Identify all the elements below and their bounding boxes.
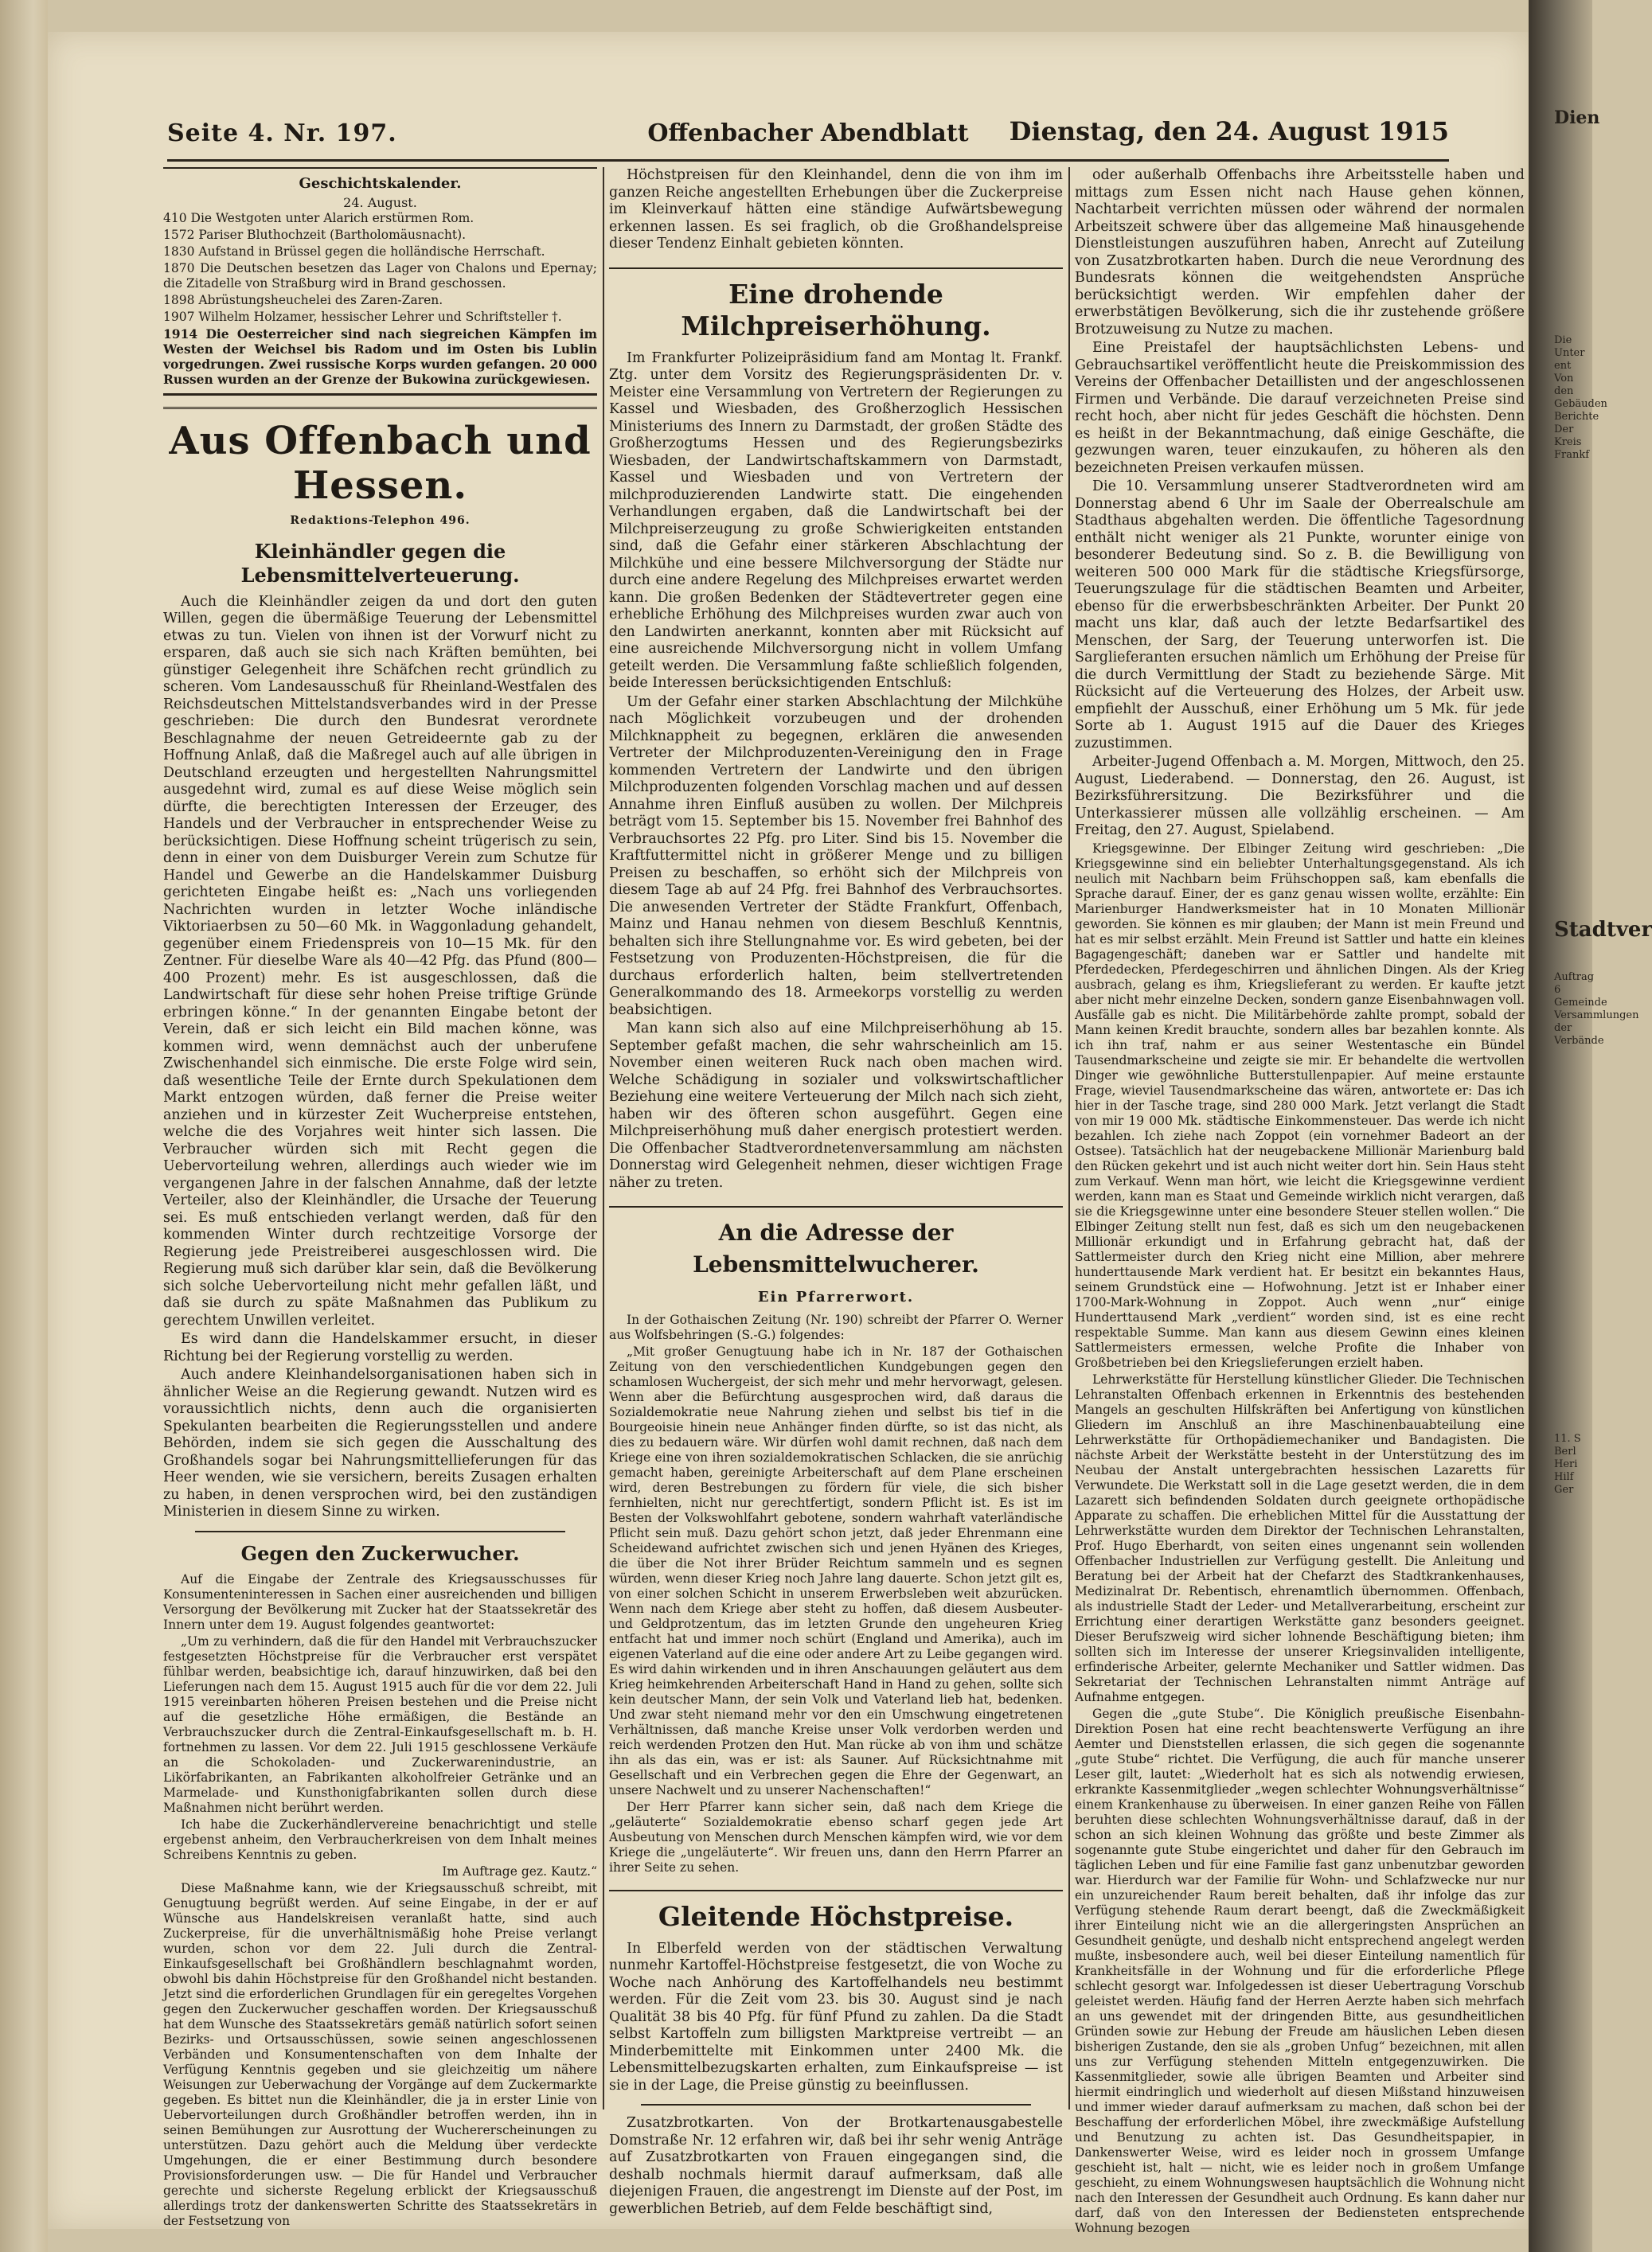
article-body [163, 1572, 597, 2229]
article-paragraph: Es wird dann die Handelskammer ersucht, in dieser Richtung bei der Regierung vorstellig zu werden. [163, 1331, 597, 1364]
signature-line: Im Auftrage gez. Kautz.“ [442, 1864, 597, 1879]
article-paragraph: Lehrwerkstätte für Herstellung künstlicher Glieder. Die Technischen Lehranstalten Offenbach erkennen in Erkenntnis des bestehenden Mangels an geschulten Hilfskräften bei Anfertigung von künstlichen Gliedern im Anschluß an ihre Maschinenbauabteilung eine Lehrwerkstätte für Orthopädiemechaniker und Bandagisten. Die nächste Arbeit der Werkstätte besteht in der Unterstützung des im Neubau der Anstalt untergebrachten hessischen Lazaretts für Verwundete. Die Werkstatt soll in die Lage gesetzt werden, die in dem Lazarett sich befindenden Soldaten durch geeignete orthopädische Apparate zu schaffen. Die erheblichen Mittel für die Ausstattung der Lehrwerkstätte wurden dem Direktor der Technischen Lehranstalten, Prof. Hugo Eberhardt, von seiten eines ungenannt sein wollenden Offenbacher Industriellen zur Verfügung gestellt. Die Anleitung und Beratung bei der Arbeit hat der Chefarzt des Stadtkrankenhauses, Medizinalrat Dr. Rebentisch, ehrenamtlich übernommen. Offenbach, als industrielle Stadt der Leder- und Metallverarbeitung, erscheint zur Errichtung einer derartigen Werkstätte ganz besonders geeignet. Dieser Berufszweig wird sicher lohnende Beschäftigung bieten; ihm sollten sich im Interesse der unserer Kriegsinvaliden intelligente, erfinderische Arbeiter, gelernte Mechaniker und Sattler widmen. Das Sekretariat der Technischen Lehranstalten nimmt Anträge auf Aufnahme entgegen. [1075, 1372, 1525, 1704]
article-paragraph: Auch die Kleinhändler zeigen da und dort den guten Willen, gegen die übermäßige Teuerung der Lebensmittel etwas zu tun. Vielen von ihnen ist der Vorwurf nicht zu ersparen, daß auch sie sich nach Kräften bemühten, bei günstiger Gelegenheit ihre Schäfchen recht gründlich zu scheren. Vom Landesausschuß für Rheinland-Westfalen des Reichsdeutschen Mittelstandsverbandes wird in der Presse geschrieben: Die durch den Bundesrat verordnete Beschlagnahme der neuen Getreideernte gab zu der Hoffnung Anlaß, daß die Maßregel auch auf alle übrigen in Deutschland erzeugten und hergestellten Nahrungsmittel ausgedehnt wird, zumal es auf diese Weise möglich sein dürfte, die berechtigten Interessen der Erzeuger, des Handels und der Verbraucher in entsprechender Weise zu berücksichtigen. Diese Hoffnung scheint trügerisch zu sein, denn in einer von dem Duisburger Verein zum Schutze für Handel und Gewerbe an die Handelskammer Duisburg gerichteten Eingabe heißt es: „Nach uns vorliegenden Nachrichten wurden in letzter Woche inländische Viktoriaerbsen zu 50—60 Mk. in Waggonladung gehandelt, gegenüber einem Friedenspreis von 10—15 Mk. für den Zentner. Für dieselbe Ware als 40—42 Pfg. das Pfund (800—400 Prozent) mehr. Es ist ausgeschlossen, daß die Landwirtschaft für diese sehr hohen Preise triftige Gründe erbringen könne.“ In der genannten Eingabe betont der Verein, daß er sich leicht ein Bild machen könne, was kommen wird, wenn demnächst auch der unberufene Zwischenhandel sich einmische. Die erste Folge wird sein, daß wesentliche Teile der Ernte durch Spekulationen dem Markt entzogen würden, daß ferner die Preise weiter anziehen und in kürzester Zeit Wucherpreise entstehen, welche die des Vorjahres weit hinter sich lassen. Die Verbraucher würden sich mit Recht gegen die Uebervorteilung wehren, allerdings auch wieder wie im vergangenen Jahre in der falschen Annahme, daß der letzte Verteiler, also der Kleinhändler, die Ursache der Teuerung sei. Es muß entschieden verlangt werden, daß für den kommenden Winter durch rechtzeitige Vorsorge der Regierung jede Preistreiberei ausgeschlossen wird. Die Regierung muß sich darüber klar sein, daß die Bevölkerung sich solche Uebervorteilung nicht mehr gefallen läßt, und daß sie durch zu späte Maßnahmen das Publikum zu gerechtem Unwillen verleitet. [163, 593, 597, 1329]
article-paragraph: Auch andere Kleinhandelsorganisationen haben sich in ähnlicher Weise an die Regierung gewandt. Nutzen wird es voraussichtlich nichts, denn auch die organisierten Spekulanten bearbeiten die Regierungsstellen und andere Behörden, indem sie sich gegen die Ausschaltung des Großhandels sogar bei Nahrungsmittellieferungen für das Heer wenden, wie sie versichern, bereits Zusagen erhalten zu haben, in denen versprochen wird, bei den zuständigen Ministerien in diesem Sinne zu wirken. [163, 1367, 597, 1520]
edge-text: 11. S Berl Heri Hilf Ger [1554, 1433, 1581, 1496]
edge-text: Die Unter ent Von den Gebäuden Berichte Der Kreis Frankf [1554, 334, 1607, 461]
article-heading: An die Adresse der Lebensmittelwucherer. [609, 1206, 1063, 1281]
article-paragraph: Auf die Eingabe der Zentrale des Kriegsausschusses für Konsumenteninteressen in Sachen einer ausreichenden und billigen Versorgung der Bevölkerung mit Zucker hat der Staatssekretär des Innern unter dem 19. August folgendes geantwortet: [163, 1571, 597, 1632]
calendar-item: 410 Die Westgoten unter Alarich erstürmen Rom. [163, 211, 475, 225]
article-paragraph: Höchstpreisen für den Kleinhandel, denn die von ihm im ganzen Reiche angestellten Erhebungen über die Zuckerpreise im Kleinverkauf hätten eine ständige Aufwärtsbewegung erkennen lassen. Es sei fraglich, ob die Großhandelspreise dieser Tendenz Einhalt gebieten könnten. [609, 167, 1063, 252]
calendar-item: 1907 Wilhelm Holzamer, hessischer Lehrer und Schriftsteller †. [163, 310, 562, 324]
article-paragraph: In Elberfeld werden von der städtischen Verwaltung nunmehr Kartoffel-Höchstpreise festgesetzt, die von Woche zu Woche nach Anhörung des Kartoffelhandels neu bestimmt werden. Für die Zeit vom 23. bis 30. August sind je nach Qualität 38 bis 40 Pfg. für fünf Pfund zu zahlen. Da die Stadt selbst Kartoffeln zum billigsten Marktpreise vertreibt — an Minderbemittelte mit Einkommen unter 2400 Mk. die Lebensmittelbezugskarten erhalten, zum Einkaufspreise — ist sie in der Lage, die Preise günstig zu beeinflussen. [609, 1940, 1063, 2094]
column-1 [163, 167, 597, 2228]
column-rule [603, 167, 604, 2110]
calendar-item: 1898 Abrüstungsheuchelei des Zaren-Zaren. [163, 293, 443, 307]
article-paragraph: Der Herr Pfarrer kann sicher sein, daß nach dem Kriege die „geläuterte“ Sozialdemokratie ebenso scharf gegen jede Art Ausbeutung von Menschen durch Menschen kämpfen wird, wie vor dem Kriege die „ungeläuterte“. Wir freuen uns, dann den Herrn Pfarrer an ihrer Seite zu sehen. [609, 1799, 1063, 1875]
calendar-item: 1572 Pariser Bluthochzeit (Bartholomäusnacht). [163, 228, 467, 242]
article-body [609, 1313, 1063, 1875]
article-paragraph: Ich habe die Zuckerhändlervereine benachrichtigt und stelle ergebenst anheim, den Verbraucherkreisen von dem Inhalt meines Schreibens Kenntnis zu geben. [163, 1817, 597, 1862]
calendar-date: 24. August. [343, 194, 417, 210]
calendar-item: 1830 Aufstand in Brüssel gegen die holländische Herrschaft. [163, 244, 545, 259]
column-3 [1075, 167, 1525, 2235]
column-rule [1068, 167, 1070, 2110]
article-paragraph: Diese Maßnahme kann, wie der Kriegsausschuß schreibt, mit Genugtuung begrüßt werden. Auf seine Eingabe, in der er auf Wünsche aus Handelskreisen veranlaßt hatte, sind auch Zuckerpreise, für die unverhältnismäßig hohe Preise verlangt wurden, schon vor dem 22. Juli durch die Zentral-Einkaufsgesellschaft bei Großhändlern beschlagnahmt worden, obwohl bis dahin Höchstpreise für den Großhandel nicht bestanden. Jetzt sind die erforderlichen Grundlagen für ein geregeltes Vorgehen gegen den Zuckerwucher geschaffen worden. Der Kriegsausschuß hat dem Wunsche des Staatssekretärs gemäß natürlich sofort seinen Bezirks- und Ortsausschüssen, sowie seinen angeschlossenen Verbänden und Konsumentenschaften von dem Inhalte der Verfügung Kenntnis gegeben und sie gleichzeitig um nähere Weisungen zur Ueberwachung der Vorgänge auf dem Zuckermarkte gegeben. Es bittet nun die Kleinhändler, die ja in erster Linie von Uebervorteilungen durch Großhändler betroffen werden, ihn in seinen Bemühungen zur Ausrottung der Wuchererscheinungen zu unterstützen. Dazu gehört auch die Meldung über verdeckte Umgehungen, die er einer Bestimmung durch besondere Provisionsforderungen usw. — Die für Handel und Verbraucher gerechte und sicherste Regelung erblickt der Kriegsausschuß allerdings trotz der dankenswerten Schritte des Staatssekretärs in der Festsetzung von [163, 1880, 597, 2228]
calendar-item: 1870 Die Deutschen besetzen das Lager von Chalons und Epernay; die Zitadelle von Straßburg wird in Brand geschossen. [163, 261, 597, 291]
separator [195, 1531, 565, 1532]
article-paragraph: „Um zu verhindern, daß die für den Handel mit Verbrauchszucker festgesetzten Höchstpreise für die Verbraucher erst verspätet fühlbar werden, beabsichtige ich, darauf hinzuwirken, daß bei den Lieferungen nach dem 15. August 1915 auch für die vor dem 22. Juli 1915 vereinbarten höheren Preisen bestehen und die Preise nicht auf die gesetzliche Höhe ermäßigen, die Bestände an Verbrauchszucker durch die Zentral-Einkaufsgesellschaft m. b. H. fortnehmen zu lassen. Vor dem 22. Juli 1915 geschlossene Verkäufe an die Schokoladen- und Zuckerwarenindustrie, an Likörfabrikanten, an Fabrikanten alkoholfreier Getränke und an Marmelade- und Kunsthonigfabrikanten sollen durch diese Maßnahmen nicht berührt werden. [163, 1633, 597, 1815]
column-2 [609, 167, 1063, 2217]
article-paragraph: Zusatzbrotkarten. Von der Brotkartenausgabestelle Domstraße Nr. 12 erfahren wir, daß bei ihr sehr wenig Anträge auf Zusatzbrotkarten von Frauen eingegangen sind, die deshalb nochmals hiermit darauf aufmerksam, daß alle diejenigen Frauen, die angestrengt im Dienste auf der Post, im gewerblichen Betrieb, auf dem Felde beschäftigt sind, [609, 2115, 1063, 2217]
page-header [167, 111, 1449, 162]
masthead: Offenbacher Abendblatt [647, 119, 969, 147]
calendar-item: 1914 Die Oesterreicher sind nach siegreichen Kämpfen im Westen der Weichsel bis Radom und im Osten bis Lublin vorgedrungen. Zwei russische Korps wurden gefangen. 20 000 Russen wurden an der Grenze der Bukowina zurückgewiesen. [163, 326, 597, 387]
section-telephone: Redaktions-Telephon 496. [290, 514, 471, 527]
section-title: Aus Offenbach und Hessen. [163, 407, 597, 508]
edge-text: Auftrag 6 Gemeinde Versammlungen der Verbände [1554, 971, 1639, 1047]
edge-text: Stadtver [1554, 918, 1652, 942]
article-body [1075, 841, 1525, 2236]
article-paragraph: In der Gothaischen Zeitung (Nr. 190) schreibt der Pfarrer O. Werner aus Wolfsbehringen (S.-G.) folgendes: [609, 1312, 1063, 1342]
article-paragraph: oder außerhalb Offenbachs ihre Arbeitsstelle haben und mittags zum Essen nicht nach Hause gehen können, Nachtarbeit verrichten müssen oder während der normalen Arbeitszeit schwere über das allgemeine Maß hinausgehende Dienstleistungen auszuführen haben, Anrecht auf Zuteilung von Zusatzbrotkarten haben. Durch die neue Verordnung des Bundesrats können die weitgehendsten Ansprüche berücksichtigt werden. Wir empfehlen daher der erwerbstätigen Bevölkerung, sich die ihr zustehende größere Brotzuweisung zu Nutze zu machen. [1075, 167, 1525, 338]
article-heading: Eine drohende Milchpreiserhöhung. [609, 267, 1063, 342]
article-heading: Kleinhändler gegen die Lebensmittelverteuerung. [240, 539, 520, 587]
binding-spine [0, 0, 48, 2252]
issue-date: Dienstag, den 24. August 1915 [1009, 116, 1449, 146]
article-paragraph: Arbeiter-Jugend Offenbach a. M. Morgen, Mittwoch, den 25. August, Liederabend. — Donnerstag, den 26. August, ist Bezirksführersitzung. Die Bezirksführer und die Unterkassierer müssen alle vollzählig erscheinen. — Am Freitag, den 27. August, Spielabend. [1075, 754, 1525, 838]
article-paragraph: Um der Gefahr einer starken Abschlachtung der Milchkühe nach Möglichkeit vorzubeugen und der drohenden Milchknappheit zu begegnen, erklären die anwesenden Vertreter der Milchproduzenten-Vereinigung den in Frage kommenden Vertretern der Landwirte und den übrigen Milchproduzenten folgenden Vorschlag machen und auf dessen Annahme ihren Einfluß ausüben zu wollen. Der Milchpreis beträgt vom 15. September bis 15. November frei Bahnhof des Verbrauchsortes 22 Pfg. pro Liter. Sind bis 15. November die Kraftfuttermittel nicht in größerer Menge und zu billigen Preisen zu beschaffen, so erhöht sich der Milchpreis von diesem Tage ab auf 24 Pfg. frei Bahnhof des Verbrauchsortes. Die anwesenden Vertreter der Städte Frankfurt, Offenbach, Mainz und Hanau nehmen von diesem Beschluß Kenntnis, behalten sich ihre Stellungnahme vor. Es wird gebeten, bei der Festsetzung von Produzenten-Höchstpreisen, die für die durchaus erforderlich halten, beim stellvertretenden Generalkommando des 18. Armeekorps vorstellig zu werden beabsichtigen. [609, 693, 1063, 1018]
article-paragraph: „Mit großer Genugtuung habe ich in Nr. 187 der Gothaischen Zeitung von den verschiedentlichen Kundgebungen gegen den schamlosen Wuchergeist, der sich mehr und mehr hervorwagt, gelesen. Wenn aber die Befürchtung ausgesprochen wird, daß daraus die Sozialdemokratie neue Nahrung ziehen und selbst bis tief in die Bourgeoisie hinein neue Anhänger finden dürfte, so ist das nicht, als dies zu bedauern wäre. Wir dürfen wohl damit rechnen, daß nach dem Kriege eine von ihren sozialdemokratischen Schlacken, die sie anrüchig gemacht haben, gereinigte Arbeiterschaft auf dem Plane erscheinen wird, deren Bestrebungen zu fördern für viele, die sich bisher fernhielten, nicht nur gerechtfertigt, sondern Pflicht ist. Es ist im Besten der Volkswohlfahrt gebotene, sondern wahrhaft vaterländische Pflicht sein muß. Dazu gehört schon jetzt, daß jeder Ehrenmann eine Scheidewand aufrichtet zwischen sich und jenen Hyänen des Krieges, die über die Not ihrer Brüder Reichtum sammeln und es segnen würden, wenn dieser Krieg noch Jahre lang dauerte. Schon jetzt gilt es, von einer solchen Schicht in unserem Erwerbsleben weit abzurücken. Wenn nach dem Kriege aber steht zu hoffen, daß diesem Ausbeuter- und Geldprotzentum, das im letzten Grunde den ungeheuren Krieg entfacht hat und immer noch schürt (England und Amerika), auch im eigenen Vaterland auf die eine oder andere Art zu Leibe gegangen wird. Es wird dahin wirkenden und in ihren Anschauungen geläutert aus dem Krieg heimkehrenden Arbeiterschaft Hand in Hand zu gehen, sollte sich kein deutscher Mann, der sein Volk und Vaterland lieb hat, bedenken. Und zwar steht niemand mehr vor den ein Umschwung eingetretenen Verhältnissen, daß manche Kreise unser Volk verdorben werden und reich werdenden Protzen den Hut. Man rücke ab von ihm und schätze ihn als das ein, was er ist: als Sauner. Auf Rücksichtnahme mit Gesellschaft und ein Verbrechen gegen die Ehre der Gegenwart, an unsere Nachwelt und zu unserer Nachenschaften!“ [609, 1344, 1063, 1797]
history-calendar [163, 167, 597, 396]
article-heading: Gleitende Höchstpreise. [609, 1890, 1063, 1933]
article-subheading: Ein Pfarrerwort. [757, 1289, 915, 1306]
calendar-title: Geschichtskalender. [299, 175, 462, 192]
adjacent-page-edge [1529, 0, 1652, 2252]
article-paragraph: Die 10. Versammlung unserer Stadtverordneten wird am Donnerstag abend 6 Uhr im Saale der Oberrealschule am Stadthaus abgehalten werden. Die öffentliche Tagesordnung enthält nicht weniger als 21 Punkte, worunter einige von besonderer Bedeutung sind. So z. B. die Bewilligung von weiteren 500 000 Mark für die städtische Kriegsfürsorge, Teuerungszulage für die städtischen Beamten und Arbeiter, ebenso für die erwerbsbeschränkten Arbeiter. Der Punkt 20 macht uns klar, daß auch der letzte Bedarfsartikel des Menschen, der Sarg, der Teuerung unterworfen ist. Die Sarglieferanten ersuchen nämlich um Erhöhung der Preise für die durch Vermittlung der Stadt zu beziehende Särge. Mit Rücksicht auf die Verteuerung des Holzes, der Arbeit usw. empfiehlt der Ausschuß, einer Erhöhung um 5 Mk. für jede Sorte ab 1. August 1915 auf die Dauer des Krieges zuzustimmen. [1075, 478, 1525, 751]
edge-text: Dien [1554, 107, 1600, 128]
article-paragraph: Im Frankfurter Polizeipräsidium fand am Montag lt. Frankf. Ztg. unter dem Vorsitz des Regierungspräsidenten Dr. v. Meister eine Versammlung von Vertretern der Regierungen zu Kassel und Wiesbaden, des Großherzoglich Hessischen Ministeriums des Innern zu Darmstadt, der großen Städte des Großherzogtums Hessen und des Regierungsbezirks Wiesbaden, der Landwirtschaftskammern von Darmstadt, Kassel und Wiesbaden und von Vertretern der milchproduzierenden Landwirte statt. Die eingehenden Verhandlungen ergaben, daß die Landwirtschaft bei der Milchpreiserzeugung zu große Schwierigkeiten entstanden sind, daß die Gefahr einer stärkeren Abschlachtung der Milchkühe und eine bessere Milchversorgung der Städte nur durch eine andere Regelung des Milchpreises erwartet werden kann. Die großen Bedenken der Städtevertreter gegen eine erhebliche Erhöhung des Milchpreises wurden zwar auch von den Landwirten anerkannt, konnten aber mit Rücksicht auf eine ausreichende Milchversorgung nicht in vollem Umfang geteilt werden. Die Versammlung faßte schließlich folgenden, beide Interessen berücksichtigenden Entschluß: [609, 349, 1063, 691]
page-number: Seite 4. Nr. 197. [167, 119, 397, 147]
article-paragraph: Gegen die „gute Stube“. Die Königlich preußische Eisenbahn-Direktion Posen hat eine recht beachtenswerte Verfügung an ihre Aemter und Dienststellen erlassen, die sich gegen die sogenannte „gute Stube“ richtet. Die Verfügung, die auch für manche unserer Leser gilt, lautet: „Wiederholt hat es sich als notwendig erwiesen, erkrankte Kassenmitglieder „wegen schlechter Wohnungsverhältnisse“ einem Krankenhause zu überweisen. In einer ganzen Reihe von Fällen beruhten diese schlechten Wohnungsverhältnisse darauf, daß in der schon an sich kleinen Wohnung das größte und beste Zimmer als sogenannte gute Stube eingerichtet und daher für den Gebrauch im täglichen Leben und für eine Familie fast ganz unbenutzbar geworden war. Hierdurch war der Familie für Wohn- und Schlafzwecke nur nur ein unzureichender Raum bereit behalten, daß ihr infolge das zur Verfügung stehende Raum derart beengt, daß die Zweckmäßigkeit ihrer Einteilung nicht wie an die allergeringsten Ansprüchen an Gesundheit genügte, und deshalb nicht entsprechend angelegt werden mußte, insbesondere auch, weil bei dieser Einteilung namentlich für Krankheitsfälle in der Wohnung und für die erforderliche Pflege schlecht gesorgt war. Infolgedessen ist dieser Uebertragung Vorschub geleistet werden. Häufig fand der Herren Aerzte haben sich mehrfach an uns gewendet mit der dringenden Bitte, aus gesundheitlichen Gründen sowie zur Hebung der Freude am häuslichen Leben diesen bisherigen Zustande, den sie als „groben Unfug“ bezeichnen, mit allen uns zur Verfügung stehenden Mitteln entgegenzuwirken. Die Kassenmitglieder, sowie alle übrigen Beamten und Arbeiter sind hiermit eindringlich und wiederholt auf diesen Mißstand hinzuweisen und immer wieder darauf aufmerksam zu machen, daß schon bei der Beschaffung der erforderlichen Möbel, ihre zweckmäßige Aufstellung und Benutzung zu achten ist. Das Gesundheitspapier, in Dankenswerter Weise, wird es leider noch in grossem Umfange geschieht ist, halt — nicht, wie es leider noch in großem Umfange geschieht, zu einem Wohnungswesen hauptsächlich die Wohnung nicht nach den Interessen der Gesundheit auch Ordnung. Es kann daher nur darf, daß von den Interessen der Bediensteten entsprechende Wohnung bezogen [1075, 1706, 1525, 2235]
separator [641, 2104, 1031, 2106]
article-paragraph: Man kann sich also auf eine Milchpreiserhöhung ab 15. September gefaßt machen, die sehr wahrscheinlich am 15. November einen weiteren Ruck nach oben machen wird. Welche Schädigung in sozialer und volkswirtschaftlicher Beziehung eine weitere Verteuerung der Milch nach sich zieht, haben wir des öfteren schon ausgeführt. Gegen eine Milchpreiserhöhung muß daher energisch protestiert werden. Die Offenbacher Stadtverordnetenversammlung am nächsten Donnerstag wird Gelegenheit nehmen, dieser wichtigen Frage näher zu treten. [609, 1021, 1063, 1191]
article-heading: Gegen den Zuckerwucher. [240, 1541, 520, 1565]
article-paragraph: Eine Preistafel der hauptsächlichsten Lebens- und Gebrauchsartikel veröffentlicht heute die Preiskommission des Vereins der Offenbacher Detaillisten und der angeschlossenen Firmen und Verbände. Die darauf verzeichneten Preise sind recht hoch, aber nicht für jedes Geschäft die höchsten. Denn es heißt in der Bekanntmachung, daß einige Geschäfte, die gezwungen waren, teuer einzukaufen, zu höheren als den bezeichneten Preisen verkaufen müssen. [1075, 340, 1525, 476]
article-paragraph: Kriegsgewinne. Der Elbinger Zeitung wird geschrieben: „Die Kriegsgewinne sind ein beliebter Unterhaltungsgegenstand. Als ich neulich mit Nachbarn beim Frühschoppen saß, kam ebenfalls die Sprache darauf. Einer, der es ganz genau wissen wollte, erzählte: Ein Marienburger Handwerksmeister hat in 10 Monaten Millionär geworden. Sie können es mir glauben; der Mann ist mein Freund und hat es mir selbst erzählt. Mein Freund ist Sattler und hatte ein kleines Bagagengeschäft; daneben war er Sattler und handelte mit Pferdedecken, Pferdegeschirren und ähnlichen Dingen. Als der Krieg ausbrach, gelang es ihm, Kriegslieferant zu werden. Er kaufte jetzt aber nicht mehr einzelne Decken, sondern ganze Eisenbahnwagen voll. Ausfälle gab es nicht. Die Militärbehörde zahlte prompt, sobald der Mann keinen Kredit brauchte, sondern alles bar bezahlen konnte. Als ich ihn traf, nahm er aus seiner Westentasche ein Bündel Tausendmarkscheine und zeigte sie mir. Er behandelte die wertvollen Dinger wie gewöhnliche Butterstullenpapier. Auf meine erstaunte Frage, wieviel Tausendmarkscheine das wären, antwortete er: Das ich hier in der Tasche trage, sind 280 000 Mark. Jetzt verlangt die Stadt von mir 19 000 Mk. städtische Einkommensteuer. Das werde ich nicht bezahlen. Ich ziehe nach Zoppot (ein vornehmer Badeort an der Ostsee). Tatsächlich hat der neugebackene Millionär Marienburg bald den Rücken gekehrt und ist auch nicht weiter dort hin. Sein Haus steht zum Verkauf. Wenn man hört, wie leicht die Kriegsgewinne verdient werden, kann man es Staat und Gemeinde wirklich nicht verargen, daß sie die Kriegsgewinne unter eine besondere Steuer stellen wollen.“ Die Elbinger Zeitung stellt nun fest, daß es sich um den neugebackenen Millionär erkundigt und in Erfahrung gebracht hat, daß der Sattlermeister durch den Krieg nicht eine Million, aber mehrere hunderttausende Mark verdient hat. Er besitzt ein bekanntes Haus, seinem Grundstück eine — Hofwohnung. Jetzt ist er Inhaber einer 1700-Mark-Wohnung in Zoppot. Auch wenn „nur“ einige Hunderttausend Mark „verdient“ worden sind, ist es eine recht respektable Summe. Man kann aus diesem Gewinn eines kleinen Sattlermeisters ermessen, welche Profite die Inhaber von Großbetrieben bei den Kriegslieferungen erzielt haben. [1075, 841, 1525, 1370]
